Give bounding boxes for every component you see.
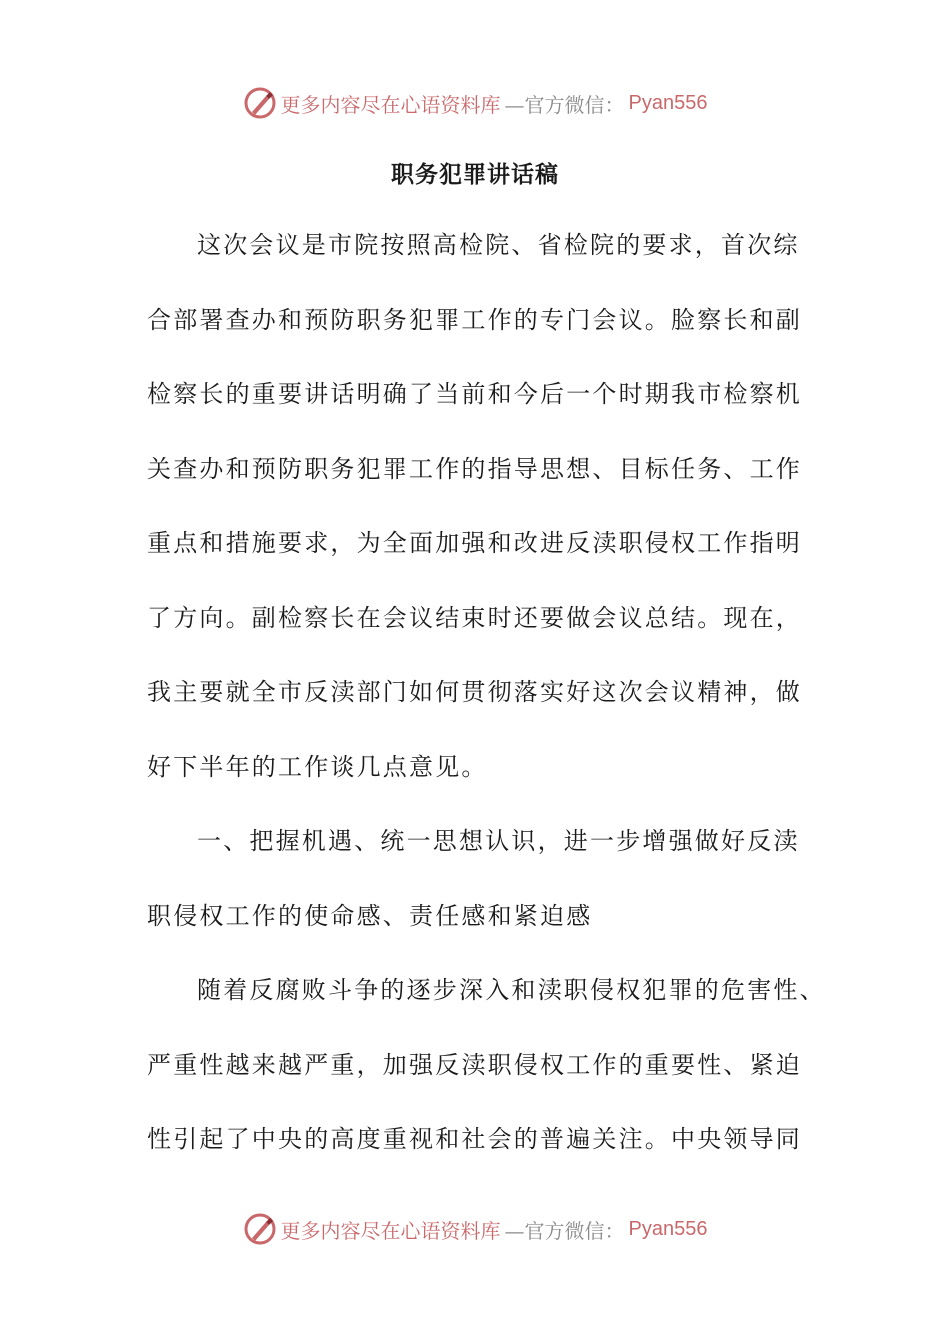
text-line: 这次会议是市院按照高检院、省检院的要求，首次综	[197, 231, 800, 259]
footer-text-id: Pyan556	[628, 1217, 708, 1240]
header-banner	[0, 86, 950, 120]
header-text-wechat: —官方微信：	[504, 92, 625, 117]
text-line: 严重性越来越严重，加强反渎职侵权工作的重要性、紧迫	[147, 1050, 802, 1079]
header-text-library: 更多内容尽在心语资料库	[280, 92, 501, 117]
document-title: 职务犯罪讲话稿	[391, 161, 559, 188]
text-line: 我主要就全市反渎部门如何贯彻落实好这次会议精神，做	[147, 678, 802, 706]
text-line: 好下半年的工作谈几点意见。	[147, 752, 488, 781]
text-line: 随着反腐败斗争的逐步深入和渎职侵权犯罪的危害性、	[197, 976, 826, 1004]
text-line: 关查办和预防职务犯罪工作的指导思想、目标任务、工作	[147, 454, 802, 483]
section-heading-line: 一、把握机遇、统一思想认识，进一步增强做好反渎	[197, 827, 800, 855]
pen-logo-icon	[243, 1212, 277, 1246]
footer-text-wechat: —官方微信：	[504, 1218, 625, 1243]
text-line: 性引起了中央的高度重视和社会的普遍关注。中央领导同	[147, 1125, 802, 1153]
document-body	[147, 208, 826, 1177]
footer-text-library: 更多内容尽在心语资料库	[280, 1218, 501, 1243]
footer-banner	[0, 1212, 950, 1246]
header-text-id: Pyan556	[628, 91, 708, 114]
text-line: 了方向。副检察长在会议结束时还要做会议总结。现在，	[147, 603, 802, 632]
pen-logo-icon	[243, 86, 277, 120]
section-heading-line: 职侵权工作的使命感、责任感和紧迫感	[147, 901, 593, 930]
text-line: 重点和措施要求，为全面加强和改进反渎职侵权工作指明	[147, 529, 802, 557]
text-line: 检察长的重要讲话明确了当前和今后一个时期我市检察机	[147, 380, 802, 408]
text-line: 合部署查办和预防职务犯罪工作的专门会议。脸察长和副	[147, 305, 802, 334]
